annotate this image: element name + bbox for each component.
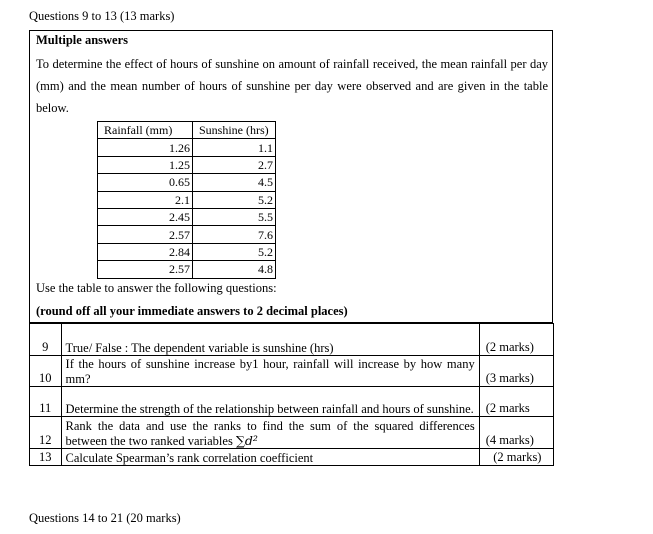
data-table-header-row (98, 122, 276, 139)
questions-table (29, 323, 554, 466)
section-heading: Questions 9 to 13 (13 marks) (29, 9, 175, 23)
question-number: 9 (30, 324, 62, 356)
rainfall-cell: 1.25 (98, 156, 193, 173)
question-marks: (2 marks) (479, 449, 553, 466)
table-row (98, 174, 276, 191)
sunshine-cell: 5.2 (193, 243, 276, 260)
question-marks: (3 marks) (479, 356, 553, 387)
intro-paragraph: To determine the effect of hours of sunshine on amount of rainfall received, the mean rainfall per day (mm) and the mean number of hours of sunshine per day were observed and are given in the table below. (36, 57, 548, 115)
rainfall-cell: 2.57 (98, 261, 193, 278)
table-row (98, 139, 276, 156)
table-row (98, 208, 276, 225)
question-text-cell (61, 417, 479, 449)
rounding-note: (round off all your immediate answers to 2 decimal places) (36, 304, 348, 318)
question-row-12 (30, 417, 554, 449)
question-text: Calculate Spearman’s rank correlation coefficient (61, 449, 479, 466)
rainfall-cell: 0.65 (98, 174, 193, 191)
next-section-heading: Questions 14 to 21 (20 marks) (29, 511, 181, 525)
sunshine-cell: 5.2 (193, 191, 276, 208)
sunshine-cell: 4.5 (193, 174, 276, 191)
header-rainfall: Rainfall (mm) (98, 122, 193, 139)
question-marks: (4 marks) (479, 417, 553, 449)
rainfall-cell: 2.45 (98, 208, 193, 225)
question-number: 11 (30, 387, 62, 417)
question-marks: (2 marks) (479, 324, 553, 356)
question-number: 12 (30, 417, 62, 449)
question-row-10 (30, 356, 554, 387)
sunshine-cell: 4.8 (193, 261, 276, 278)
question-box (29, 30, 553, 323)
sum-squared-differences-formula: ∑d² (235, 432, 258, 448)
sunshine-cell: 1.1 (193, 139, 276, 156)
question-row-9 (30, 324, 554, 356)
question-number: 10 (30, 356, 62, 387)
data-table (97, 121, 276, 279)
rainfall-cell: 2.84 (98, 243, 193, 260)
question-text: True/ False : The dependent variable is sunshine (hrs) (61, 324, 479, 356)
question-number: 13 (30, 449, 62, 466)
question-text: Determine the strength of the relationship between rainfall and hours of sunshine. (61, 387, 479, 417)
table-row (98, 261, 276, 278)
question-text: If the hours of sunshine increase by1 hour, rainfall will increase by how many mm? (61, 356, 479, 387)
question-row-13 (30, 449, 554, 466)
table-row (98, 243, 276, 260)
box-title: Multiple answers (36, 33, 129, 47)
sunshine-cell: 5.5 (193, 208, 276, 225)
use-table-instruction: Use the table to answer the following questions: (36, 281, 277, 295)
question-text: Rank the data and use the ranks to find the sum of the squared differences between the two ranked variables (65, 419, 475, 448)
table-row (98, 156, 276, 173)
sunshine-cell: 2.7 (193, 156, 276, 173)
table-row (98, 191, 276, 208)
sunshine-cell: 7.6 (193, 226, 276, 243)
rainfall-cell: 2.57 (98, 226, 193, 243)
rainfall-cell: 2.1 (98, 191, 193, 208)
header-sunshine: Sunshine (hrs) (193, 122, 276, 139)
rainfall-cell: 1.26 (98, 139, 193, 156)
question-marks: (2 marks (479, 387, 553, 417)
question-row-11 (30, 387, 554, 417)
table-row (98, 226, 276, 243)
